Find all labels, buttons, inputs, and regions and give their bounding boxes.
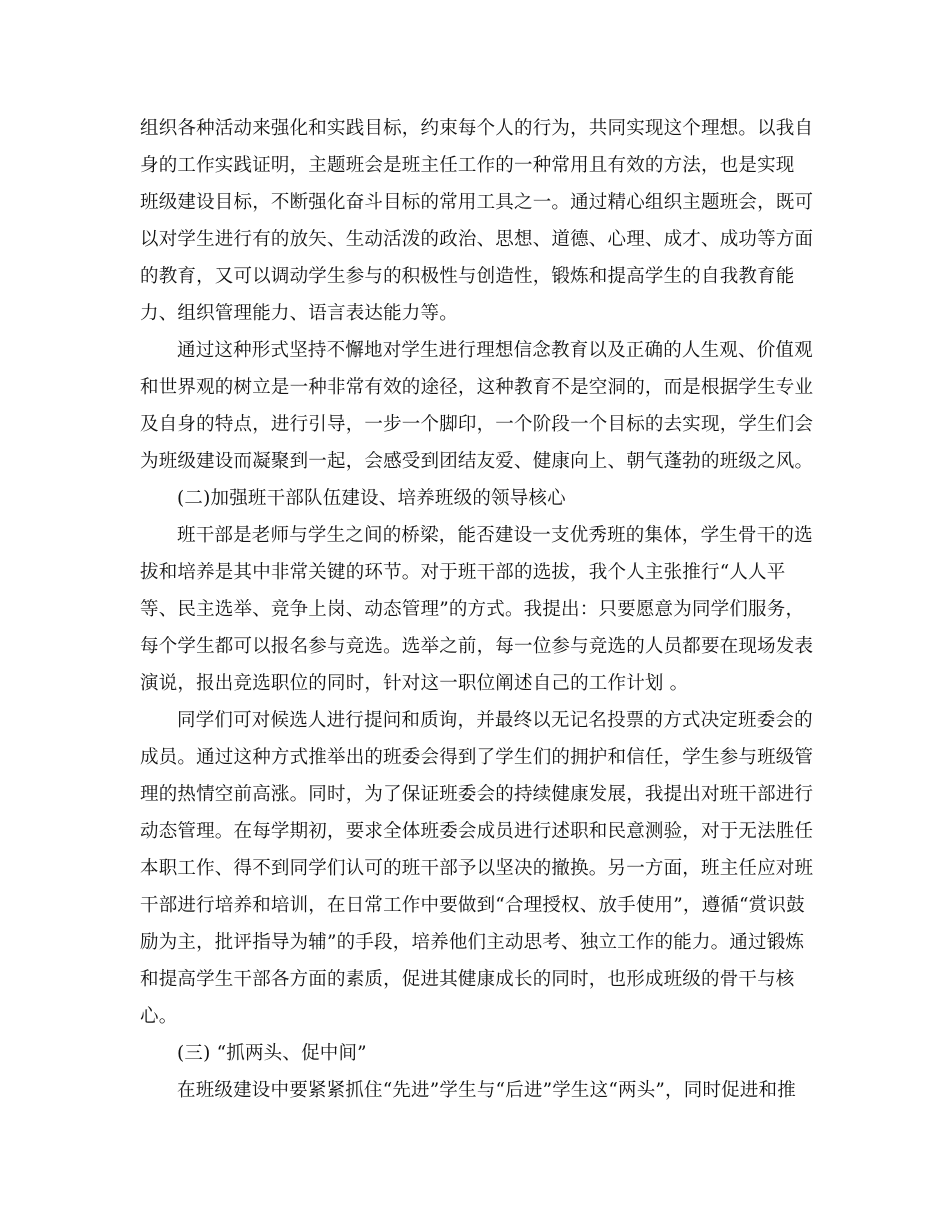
paragraph-start-line: 在班级建设中要紧紧抓住“先进”学生与“后进”学生这“两头”，同时促进和推	[177, 1080, 796, 1101]
section-heading: (二)加强班干部队伍建设、培养班级的领导核心	[177, 488, 566, 509]
text-line: 班级建设目标，不断强化奋斗目标的常用工具之一。通过精心组织主题班会，既可	[140, 192, 814, 213]
text-line: 心。	[140, 1006, 178, 1027]
text-line: 和世界观的树立是一种非常有效的途径，这种教育不是空洞的，而是根据学生专业	[140, 377, 814, 398]
text-line: 每个学生都可以报名参与竞选。选举之前，每一位参与竞选的人员都要在现场发表	[140, 636, 814, 657]
paragraph-start-line: 同学们可对候选人进行提问和质询，并最终以无记名投票的方式决定班委会的	[177, 710, 813, 731]
text-line: 演说，报出竞选职位的同时，针对这一职位阐述自己的工作计划 。	[140, 673, 689, 694]
text-line: 及自身的特点，进行引导，一步一个脚印，一个阶段一个目标的去实现，学生们会	[140, 414, 814, 435]
text-line: 拔和培养是其中非常关键的环节。对于班干部的选拔，我个人主张推行“人人平	[140, 562, 786, 583]
section-heading: (三) “抓两头、促中间”	[177, 1043, 367, 1064]
text-line: 以对学生进行有的放矢、生动活泼的政治、思想、道德、心理、成才、成功等方面	[140, 229, 814, 250]
text-line: 励为主，批评指导为辅”的手段，培养他们主动思考、独立工作的能力。通过锻炼	[140, 932, 805, 953]
text-line: 的教育，又可以调动学生参与的积极性与创造性，锻炼和提高学生的自我教育能	[140, 266, 795, 287]
text-line: 等、民主选举、竞争上岗、动态管理”的方式。我提出：只要愿意为同学们服务，	[140, 599, 805, 620]
text-line: 为班级建设而凝聚到一起，会感受到团结友爱、健康向上、朝气蓬勃的班级之风。	[140, 451, 814, 472]
text-line: 力、组织管理能力、语言表达能力等。	[140, 303, 458, 324]
text-line: 理的热情空前高涨。同时，为了保证班委会的持续健康发展，我提出对班干部进行	[140, 784, 814, 805]
text-line: 干部进行培养和培训，在日常工作中要做到“合理授权、放手使用”，遵循“赏识鼓	[140, 895, 805, 916]
text-line: 和提高学生干部各方面的素质，促进其健康成长的同时，也形成班级的骨干与核	[140, 969, 795, 990]
text-line: 动态管理。在每学期初，要求全体班委会成员进行述职和民意测验，对于无法胜任	[140, 821, 814, 842]
text-line: 本职工作、得不到同学们认可的班干部予以坚决的撤换。另一方面，班主任应对班	[140, 858, 814, 879]
paragraph-start-line: 班干部是老师与学生之间的桥梁，能否建设一支优秀班的集体，学生骨干的选	[177, 525, 813, 546]
text-line: 成员。通过这种方式推举出的班委会得到了学生们的拥护和信任，学生参与班级管	[140, 747, 814, 768]
paragraph-start-line: 通过这种形式坚持不懈地对学生进行理想信念教育以及正确的人生观、价值观	[177, 340, 813, 361]
text-line: 组织各种活动来强化和实践目标，约束每个人的行为，共同实现这个理想。以我自	[140, 118, 814, 139]
text-line: 身的工作实践证明，主题班会是班主任工作的一种常用且有效的方法，也是实现	[140, 155, 795, 176]
